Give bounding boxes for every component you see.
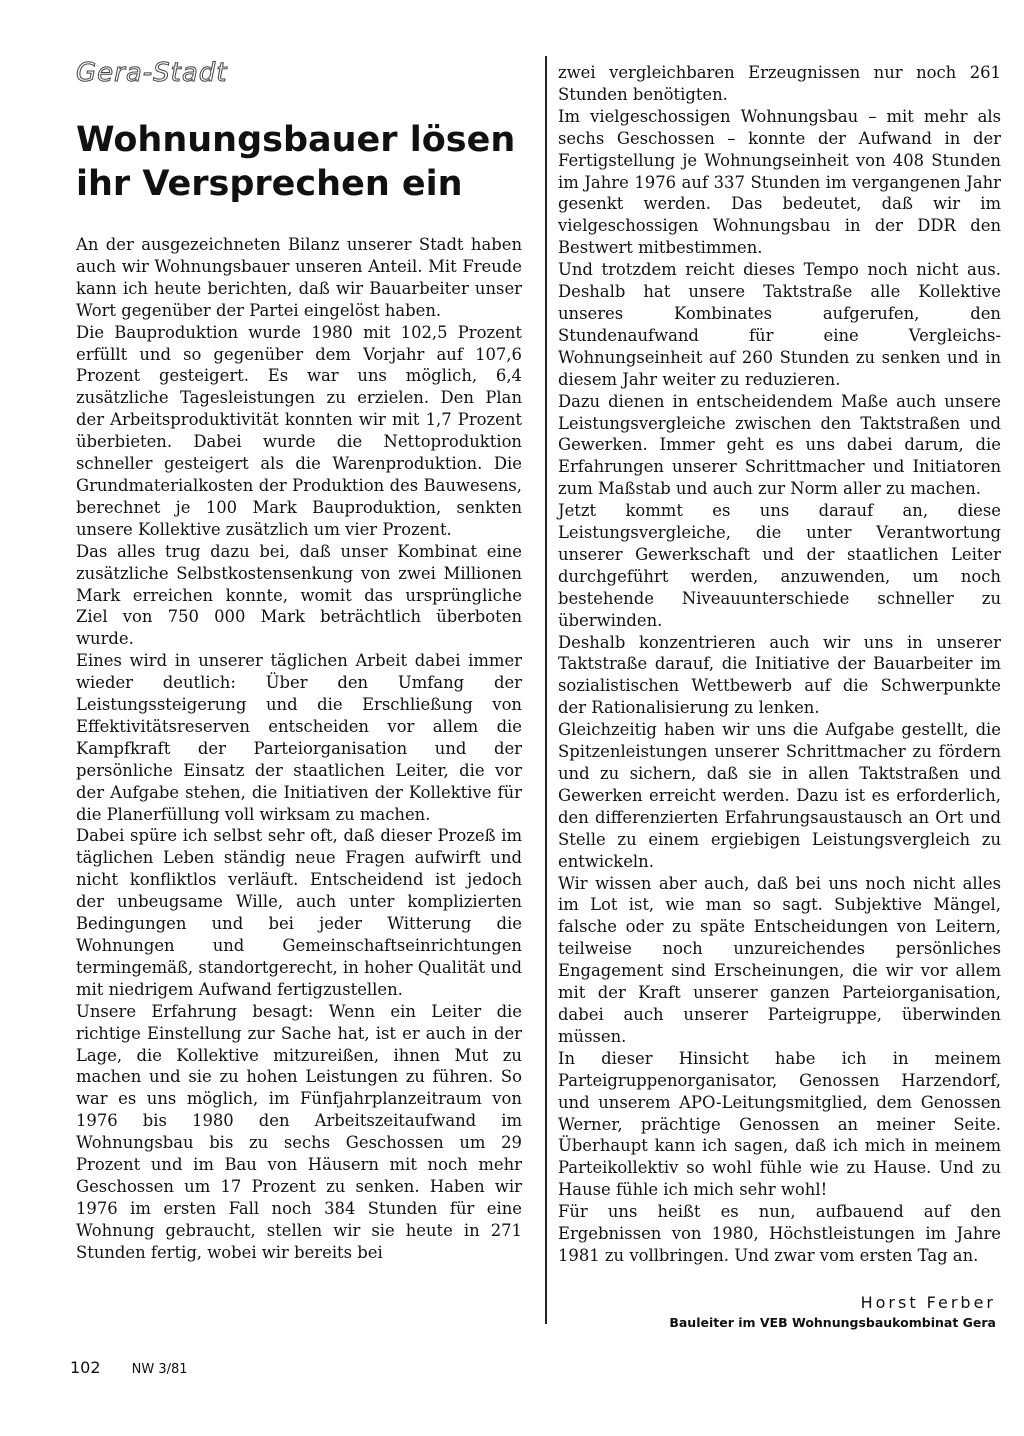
article-column-right [558, 62, 1001, 1267]
paragraph: Im vielgeschossigen Wohnungsbau – mit mehr als sechs Geschossen – konnte der Aufwand in der Fertigstellung je Wohnungseinheit von 408 Stunden im Jahre 1976 auf 337 Stunden im vergangenen Jahr gesenkt werden. Das bedeutet, daß wir im vielgeschossigen Wohnungsbau in der DDR den Bestwert mitbestimmen. [558, 106, 1001, 258]
page-footer [70, 1358, 188, 1377]
article-headline: Wohnungsbauer lösen ihr Versprechen ein [76, 120, 516, 204]
paragraph: Gleichzeitig haben wir uns die Aufgabe gestellt, die Spitzenleistungen unserer Schrittmacher zu fördern und zu sichern, daß sie in allen Taktstraßen und Gewerken erreicht werden. Dazu ist es erforderlich, den differenzierten Erfahrungsaustausch an Ort und Stelle zu einem ergiebigen Leistungsvergleich zu entwickeln. [558, 720, 1001, 871]
paragraph: In dieser Hinsicht habe ich in meinem Parteigruppenorganisator, Genossen Harzendorf, und unserem APO-Leitungsmitglied, dem Genossen Werner, prächtige Genossen an meiner Seite. Überhaupt kann ich sagen, daß ich mich in meinem Parteikollektiv so wohl fühle wie zu Hause. Und zu Hause fühle ich mich sehr wohl! [558, 1048, 1001, 1200]
paragraph: zwei vergleichbaren Erzeugnissen nur noch 261 Stunden benötigten. [558, 63, 1001, 104]
column-divider [545, 56, 547, 1324]
page-number: 102 [70, 1358, 101, 1377]
paragraph: An der ausgezeichneten Bilanz unserer Stadt haben auch wir Wohnungsbauer unseren Anteil. Mit Freude kann ich heute berichten, daß wir Bauarbeiter unser Wort gegenüber der Partei eingelöst haben. [76, 235, 522, 320]
paragraph: Eines wird in unserer täglichen Arbeit dabei immer wieder deutlich: Über den Umfang der Leistungssteigerung und die Erschließung von Effektivitätsreserven entscheiden vor allem die Kampfkraft der Parteiorganisation und der persönliche Einsatz der staatlichen Leiter, die vor der Aufgabe stehen, die Initiativen der Kollektive für die Planerfüllung voll wirksam zu machen. [76, 651, 522, 824]
article-column-left [76, 234, 522, 1264]
paragraph: Für uns heißt es nun, aufbauend auf den Ergebnissen von 1980, Höchstleistungen im Jahre 1981 zu vollbringen. Und zwar vom ersten Tag an. [558, 1202, 1001, 1265]
paragraph: Die Bauproduktion wurde 1980 mit 102,5 Prozent erfüllt und so gegenüber dem Vorjahr auf 107,6 Prozent gesteigert. Es war uns möglich, 6,4 zusätzliche Tagesleistungen zu erzielen. Den Plan der Arbeitsproduktivität konnten wir mit 1,7 Prozent überbieten. Dabei wurde die Nettoproduktion schneller gesteigert als die Warenproduktion. Die Grundmaterialkosten der Produktion des Bauwesens, berechnet je 100 Mark Bauproduktion, senkten unsere Kollektive zusätzlich um vier Prozent. [76, 322, 522, 539]
paragraph: Unsere Erfahrung besagt: Wenn ein Leiter die richtige Einstellung zur Sache hat, ist er auch in der Lage, die Kollektive mitzureißen, ihnen Mut zu machen und sie zu hohen Leistungen zu führen. So war es uns möglich, im Fünfjahrplanzeitraum von 1976 bis 1980 den Arbeitszeitaufwand im Wohnungsbau bis zu sechs Geschossen um 29 Prozent und im Bau von Häusern mit noch mehr Geschossen um 17 Prozent zu senken. Haben wir 1976 im ersten Fall noch 384 Stunden für eine Wohnung gebraucht, stellen wir sie heute in 271 Stunden fertig, wobei wir bereits bei [76, 1001, 522, 1262]
author-name: Horst Ferber [860, 1293, 996, 1312]
issue-label: NW 3/81 [131, 1362, 188, 1377]
section-label: Gera-Stadt [76, 58, 228, 88]
paragraph: Und trotzdem reicht dieses Tempo noch nicht aus. Deshalb hat unsere Taktstraße alle Kollektive unseres Kombinates aufgerufen, den Stundenaufwand für eine Vergleichs-Wohnungseinheit auf 260 Stunden zu senken und in diesem Jahr weiter zu reduzieren. [558, 260, 1001, 389]
paragraph: Jetzt kommt es uns darauf an, diese Leistungsvergleiche, die unter Verantwortung unserer Gewerkschaft und der staatlichen Leiter durchgeführt werden, anzuwenden, um noch bestehende Niveauunterschiede schneller zu überwinden. [558, 501, 1001, 630]
paragraph: Dazu dienen in entscheidendem Maße auch unsere Leistungsvergleiche zwischen den Taktstraßen und Gewerken. Immer geht es uns dabei darum, die Erfahrungen unserer Schrittmacher und Initiatoren zum Maßstab und auch zur Norm aller zu machen. [558, 391, 1001, 499]
paragraph: Deshalb konzentrieren auch wir uns in unserer Taktstraße darauf, die Initiative der Bauarbeiter im sozialistischen Wettbewerb auf die Schwerpunkte der Rationalisierung zu lenken. [558, 632, 1001, 718]
paragraph: Dabei spüre ich selbst sehr oft, daß dieser Prozeß im täglichen Leben ständig neue Fragen aufwirft und nicht konfliktlos verläuft. Entscheidend ist jedoch der unbeugsame Wille, auch unter komplizierten Bedingungen und bei jeder Witterung die Wohnungen und Gemeinschaftseinrichtungen termingemäß, standortgerecht, in hoher Qualität und mit niedrigem Aufwand fertigzustellen. [76, 826, 522, 999]
author-signature [600, 1292, 996, 1332]
author-role: Bauleiter im VEB Wohnungsbaukombinat Gera [669, 1315, 996, 1330]
paragraph: Das alles trug dazu bei, daß unser Kombinat eine zusätzliche Selbstkostensenkung von zwei Millionen Mark erreichen konnte, womit das ursprüngliche Ziel von 750 000 Mark beträchtlich überboten wurde. [76, 541, 522, 649]
paragraph: Wir wissen aber auch, daß bei uns noch nicht alles im Lot ist, wie man so sagt. Subjektive Mängel, falsche oder zu späte Entscheidungen von Leitern, teilweise noch unzureichendes persönliches Engagement sind Erscheinungen, die wir vor allem mit der Kraft unserer ganzen Parteiorganisation, dabei auch unserer Parteigruppe, überwinden müssen. [558, 873, 1001, 1046]
